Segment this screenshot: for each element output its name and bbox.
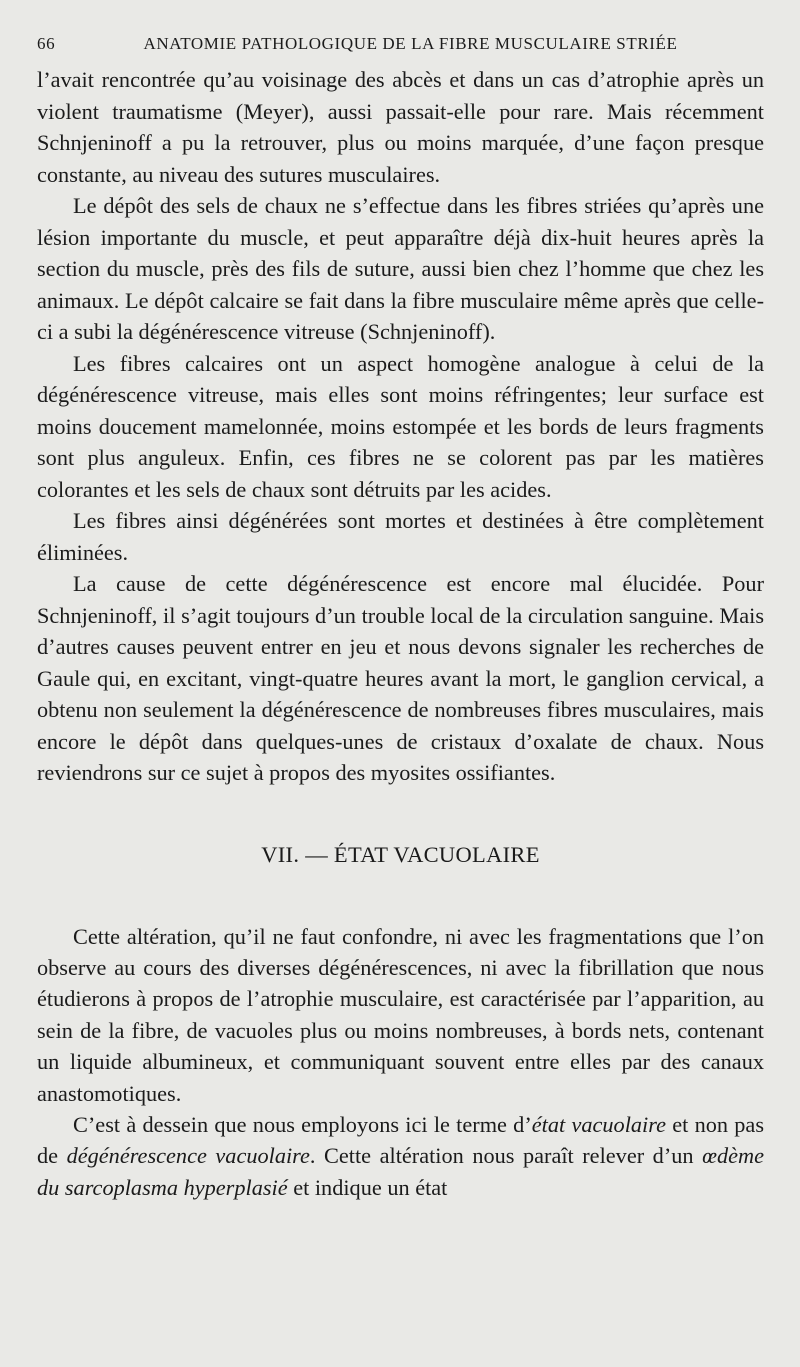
- text-run: et indique un état: [287, 1174, 448, 1200]
- paragraph: Cette altération, qu’il ne faut confondre, ni avec les fragmentations que l’on observe au cours des diverses dégénérescences, ni avec la fibrillation que nous étudierons à propos de l’atrophie musculaire, est caractérisée par l’apparition, au sein de la fibre, de vacuoles plus ou moins nombreuses, à bords nets, contenant un liquide albumineux, et communiquant souvent entre elles par des canaux anastomotiques.: [37, 923, 764, 1106]
- text-run: et non pas de: [37, 1111, 765, 1169]
- text-run: C’est à dessein que nous employons ici le terme d’: [73, 1111, 532, 1137]
- section-etat-vacuolaire: [37, 921, 764, 1204]
- italic-term: œdème du sarcoplasma hyperplasié: [37, 1143, 764, 1200]
- section-heading: VII. — ÉTAT VACUOLAIRE: [261, 841, 540, 867]
- running-header: [37, 34, 764, 54]
- italic-term: dégénérescence vacuolaire: [66, 1143, 310, 1169]
- page-number: 66: [37, 34, 56, 53]
- paragraph: Les fibres calcaires ont un aspect homogène analogue à celui de la dégénérescence vitreuse, mais elles sont moins réfringentes; leur surface est moins doucement mamelonnée, moins estompée et les bords de leurs fragments sont plus anguleux. Enfin, ces fibres ne se colorent pas par les matières colorantes et les sels de chaux sont détruits par les acides.: [37, 350, 764, 502]
- text-run: . Cette altération nous paraît relever d’un: [309, 1143, 703, 1169]
- paragraph: La cause de cette dégénérescence est encore mal élucidée. Pour Schnjeninoff, il s’agit toujours d’un trouble local de la circulation sanguine. Mais d’autres causes peuvent entrer en jeu et nous devons signaler les recherches de Gaule qui, en excitant, vingt-quatre heures avant la mort, le ganglion cervical, a obtenu non seulement la dégénérescence de nombreuses fibres musculaires, mais encore le dépôt dans quelques-unes de cristaux d’oxalate de chaux. Nous reviendrons sur ce sujet à propos des myosites ossifiantes.: [37, 571, 764, 785]
- paragraph: Le dépôt des sels de chaux ne s’effectue dans les fibres striées qu’après une lésion importante du muscle, et peut apparaître déjà dix-huit heures après la section du muscle, près des fils de suture, aussi bien chez l’homme que chez les animaux. Le dépôt calcaire se fait dans la fibre musculaire même après que celle-ci a subi la dégénérescence vitreuse (Schnjeninoff).: [37, 193, 764, 344]
- section-calcification: [37, 64, 764, 789]
- running-title: ANATOMIE PATHOLOGIQUE DE LA FIBRE MUSCULAIRE STRIÉE: [143, 34, 678, 53]
- paragraph: [37, 1109, 764, 1203]
- italic-term: état vacuolaire: [531, 1111, 666, 1137]
- paragraph: Les fibres ainsi dégénérées sont mortes et destinées à être complètement éliminées.: [37, 508, 764, 565]
- paragraph: l’avait rencontrée qu’au voisinage des abcès et dans un cas d’atrophie après un violent traumatisme (Meyer), aussi passait-elle pour rare. Mais récemment Schnjeninoff a pu la retrouver, plus ou moins marquée, d’une façon presque constante, au niveau des sutures musculaires.: [37, 67, 764, 187]
